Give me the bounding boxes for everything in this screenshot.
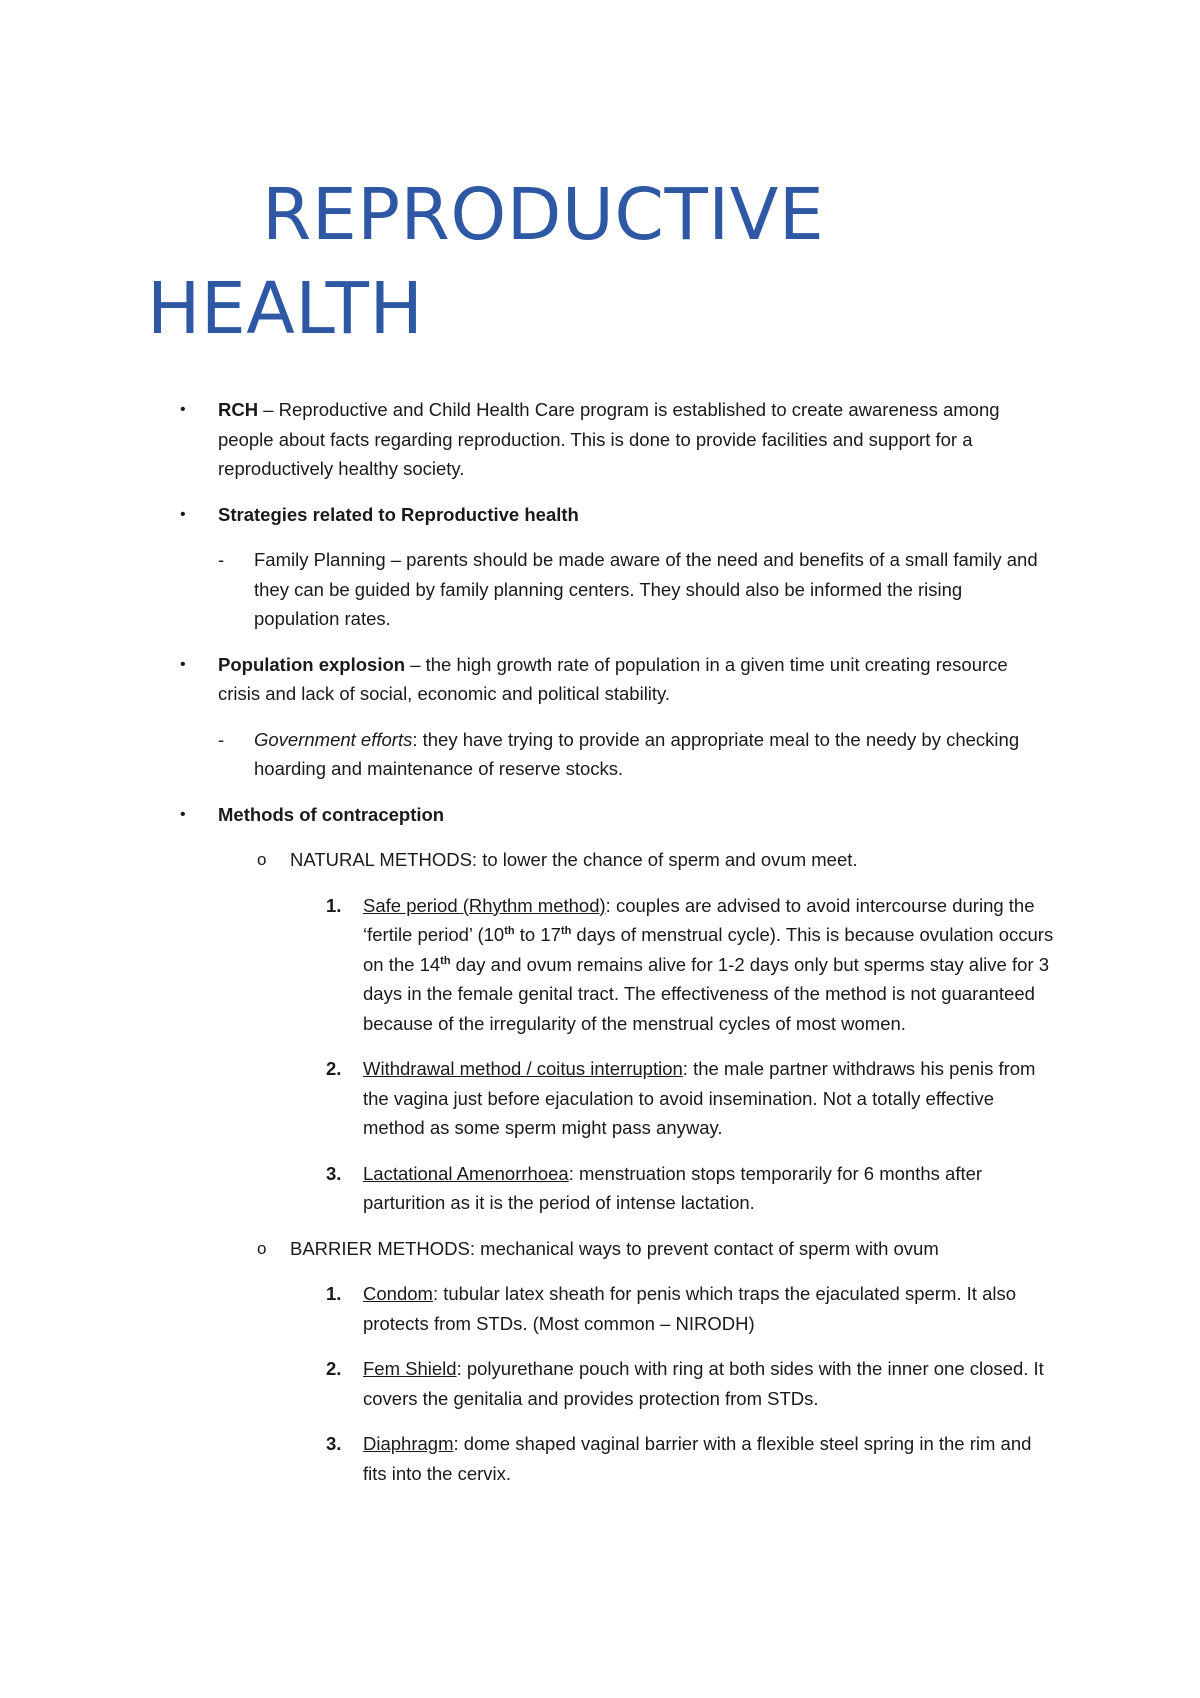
rch-text: – Reproductive and Child Health Care program is established to create awareness among people about facts regarding reproduction. This is done to provide facilities and support for a reproductively healthy society. bbox=[218, 399, 1000, 479]
barrier-methods-item bbox=[0, 1234, 1200, 1264]
item-term: Safe period (Rhythm method) bbox=[363, 894, 606, 916]
item-number: 2. bbox=[326, 1358, 342, 1379]
circle-bullet-icon: o bbox=[257, 850, 267, 869]
list-item-rch bbox=[0, 395, 1200, 484]
document-body bbox=[0, 395, 1200, 1488]
item-number: 3. bbox=[326, 1433, 342, 1454]
item-number: 1. bbox=[326, 1283, 342, 1304]
item-text: : dome shaped vaginal barrier with a flexible steel spring in the rim and fits into the cervix. bbox=[363, 1433, 1032, 1484]
numbered-item bbox=[0, 1159, 1200, 1218]
population-term: Population explosion bbox=[218, 653, 406, 675]
bullet-icon: • bbox=[180, 505, 186, 523]
rch-term: RCH bbox=[218, 399, 259, 420]
numbered-item bbox=[0, 1429, 1200, 1488]
bullet-icon: • bbox=[180, 805, 186, 823]
natural-methods-item bbox=[0, 845, 1200, 875]
dash-icon: - bbox=[218, 728, 225, 750]
item-term: Withdrawal method / coitus interruption bbox=[363, 1058, 683, 1079]
item-term: Condom bbox=[363, 1283, 433, 1304]
item-text: : polyurethane pouch with ring at both sides with the inner one closed. It covers the genitalia and provides protection from STDs. bbox=[363, 1358, 1044, 1409]
strategies-heading: Strategies related to Reproductive health bbox=[218, 503, 579, 525]
numbered-item bbox=[0, 1354, 1200, 1413]
item-term: Diaphragm bbox=[363, 1433, 454, 1454]
government-text: : they have trying to provide an appropriate meal to the needy by checking hoarding and maintenance of reserve stocks. bbox=[254, 728, 1020, 779]
family-planning-text: Family Planning – parents should be made aware of the need and benefits of a small family and they can be guided by family planning centers. They should also be informed the rising population rates. bbox=[254, 549, 1038, 629]
dash-icon: - bbox=[218, 549, 225, 570]
item-text: : tubular latex sheath for penis which traps the ejaculated sperm. It also protects from STDs. (Most common – NIRODH) bbox=[363, 1283, 1017, 1334]
list-item-strategies bbox=[0, 500, 1200, 530]
item-number: 1. bbox=[326, 894, 342, 916]
item-number: 3. bbox=[326, 1162, 342, 1184]
sub-item-government-efforts bbox=[0, 725, 1200, 784]
item-term: Fem Shield bbox=[363, 1358, 457, 1379]
item-term: Lactational Amenorrhoea bbox=[363, 1162, 569, 1184]
circle-bullet-icon: o bbox=[257, 1238, 267, 1258]
bullet-icon: • bbox=[180, 401, 186, 418]
methods-heading: Methods of contraception bbox=[218, 803, 445, 825]
title-line-1: REPRODUCTIVE bbox=[262, 173, 825, 256]
item-text: : the male partner withdraws his penis from the vagina just before ejaculation to avoid insemination. Not a totally effective method as some sperm might pass anyway. bbox=[363, 1058, 1036, 1138]
barrier-methods-label: BARRIER METHODS: mechanical ways to prevent contact of sperm with ovum bbox=[290, 1237, 939, 1259]
population-text: – the high growth rate of population in a given time unit creating resource crisis and lack of social, economic and political stability. bbox=[218, 653, 1008, 704]
title-line-2: HEALTH bbox=[147, 267, 424, 350]
numbered-item: 1. Safe period (Rhythm method): couples are advised to avoid intercourse during the ‘fertile period’ (10th to 17th days of menstrual cycle). This is because ovulation occurs on the 14th day and ovum remains alive for 1-2 days only but sperms stay alive for 3 days in the female genital tract. The effectiveness of the method is not guaranteed because of the irregularity of the menstrual cycles of most women. bbox=[0, 891, 1200, 1039]
list-item-population bbox=[0, 650, 1200, 709]
numbered-item bbox=[0, 1279, 1200, 1338]
bullet-icon: • bbox=[180, 655, 186, 673]
item-number: 2. bbox=[326, 1058, 342, 1079]
numbered-item bbox=[0, 1054, 1200, 1143]
government-term: Government efforts bbox=[254, 728, 413, 750]
page-title bbox=[147, 168, 824, 356]
list-item-methods bbox=[0, 800, 1200, 830]
item-text: : menstruation stops temporarily for 6 months after parturition as it is the period of intense lactation. bbox=[363, 1162, 983, 1213]
sub-item-family-planning bbox=[0, 545, 1200, 634]
natural-methods-label: NATURAL METHODS: to lower the chance of sperm and ovum meet. bbox=[290, 849, 858, 870]
